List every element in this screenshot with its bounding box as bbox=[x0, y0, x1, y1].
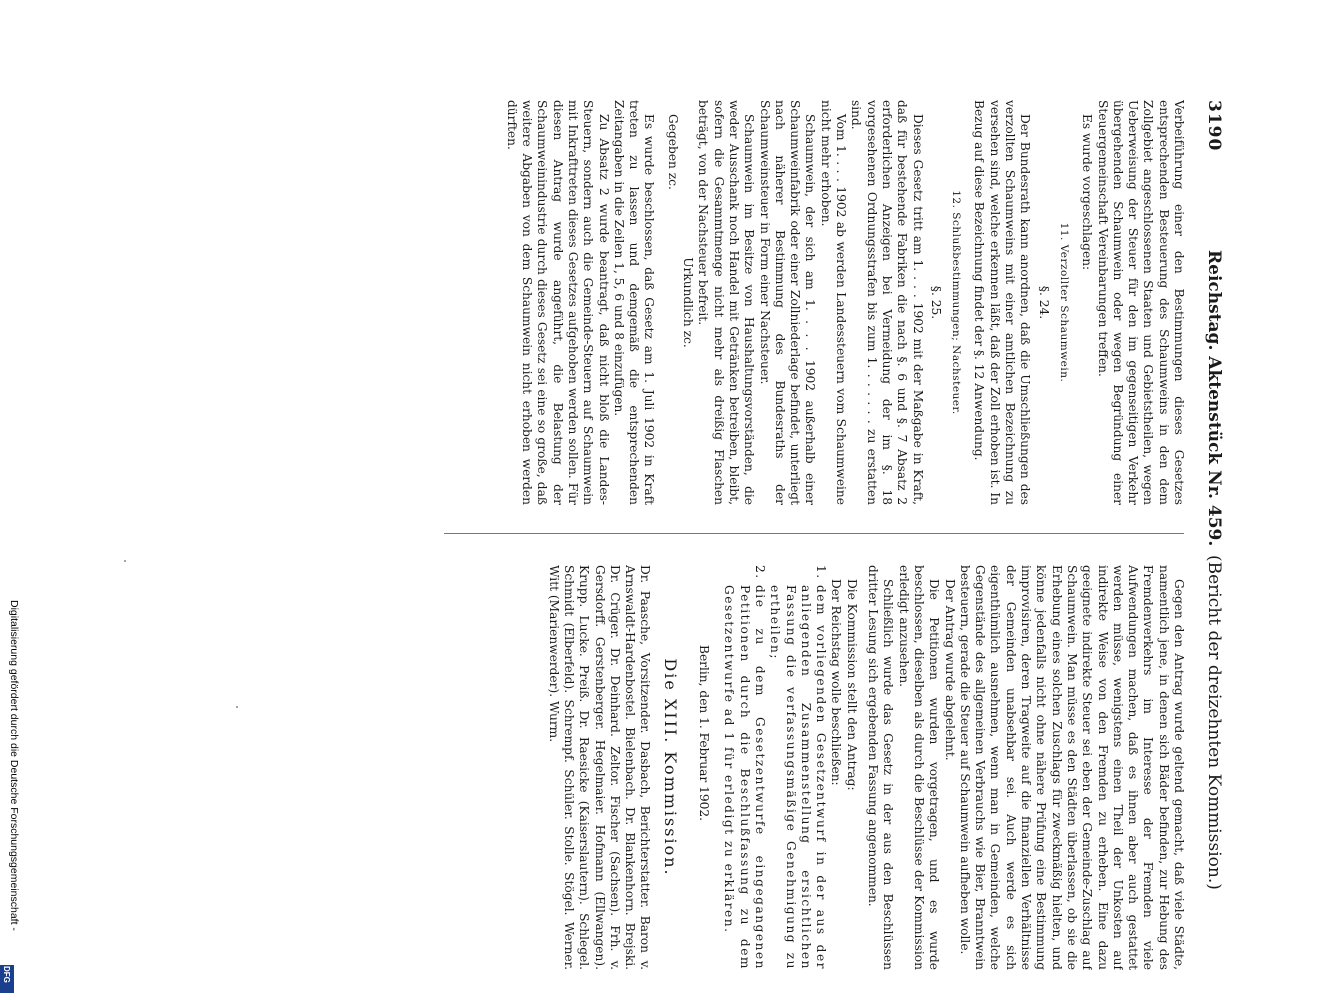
paragraph: Zu Absatz 2 wurde beantragt, daß nicht bloß die Landes-Steuern, sondern auch die Gemeinde-Steuern auf Schaumwein mit Inkrafttreten dieses Gesetzes aufgehoben werden sollen. Für diesen Antrag wurde angeführt, die Belastung der Schaumweinindustrie durch dieses Gesetz sei eine so große, daß weitere Abgaben von dem Schaumwein nicht erhoben werden dürften. bbox=[504, 100, 611, 505]
right-column bbox=[396, 565, 1186, 970]
paragraph: Vom 1. . . . 1902 ab werden Landessteuern vom Schaumweine nicht mehr erhoben. bbox=[818, 100, 849, 505]
paragraph: Schließlich wurde das Gesetz in der aus den Beschlüssen dritter Lesung sich ergebenden Fassung angenommen. bbox=[866, 565, 896, 970]
paragraph: Verbeiführung einer den Bestimmungen dieses Gesetzes entsprechenden Besteuerung des Schaumweins in den dem Zollgebiet angeschlossenen Staaten und Gebietstheilen, wegen Ueberweisung der Steuer für den im gegenseitigen Verkehr übergehenden Schaumwein oder wegen Begründung einer Steuergemeinschaft Vereinbarungen treffen. bbox=[1095, 100, 1186, 505]
paragraph-number: §. 24. bbox=[1036, 285, 1051, 320]
paragraph: Gegen den Antrag wurde geltend gemacht, daß viele Städte, namentlich jene, in denen sich Bäder befinden, zur Hebung des Fremdenverkehrs im Interesse der Fremden viele Aufwendungen machen, daß es ihnen aber auch gestattet werden müsse, wenigstens einen Theil der Unkosten auf indirekte Weise von den Fremden zu erheben. Eine dazu geeignete indirekte Steuer sei eben der Gemeinde-Zuschlag auf Schaumwein. Man müsse es den Städten überlassen, ob sie die Erhebung eines solchen Zuschlags für zweckmäßig hielten, und könne jedenfalls nicht ohne nähere Prüfung eine Bestimmung improvisiren, deren Tragweite auf die finanziellen Verhältnisse der Gemeinden unabsehbar sei. Auch werde es sich eigenthümlich ausnehmen, wenn man in Gemeinden, welche Gegenstände des allgemeinen Verbrauchs wie Bier, Branntwein besteuern, gerade die Steuer auf Schaumwein aufheben wolle. bbox=[957, 565, 1186, 970]
header-title: Reichstag. Aktenstück Nr. 459. bbox=[1204, 250, 1224, 547]
paragraph: Der Reichstag wolle beschließen: bbox=[829, 579, 844, 786]
closing-formula: Urkundlich zc. bbox=[681, 257, 696, 348]
paragraph: Die Petitionen wurden vorgetragen, und es wurde beschlossen, dieselben als durch die Beschlüsse der Kommission erledigt anzusehen. bbox=[896, 565, 942, 970]
page-header bbox=[1196, 100, 1226, 970]
paragraph: Schaumwein, der sich am 1. . . . 1902 außerhalb einer Schaumweinfabrik oder einer Zollniederlage befindet, unterliegt nach näherer Bestimmung des Bundesraths der Schaumweinsteuer in Form einer Nachsteuer. bbox=[757, 100, 818, 505]
list-item: 2. die zu dem Gesetzentwurfe eingegangenen Petitionen durch die Beschlußfassung zu dem Gesetzentwurfe ad 1 für erledigt zu erklären. bbox=[721, 585, 767, 970]
motion-list bbox=[721, 565, 828, 970]
digitization-credit: Digitalisierung gefördert durch die Deutsche Forschungsgemeinschaft - bbox=[8, 600, 20, 931]
commission-title: Die XIII. Kommission. bbox=[660, 658, 680, 877]
paragraph: Dieses Gesetz tritt am 1. . . . 1902 mit der Maßgabe in Kraft, daß für bestehende Fabriken die nach §. 6 und §. 7 Absatz 2 erforderlichen Anzeigen bei Vermeidung der im §. 18 vorgesehenen Ordnungsstrafen bis zum 1. . . . . . . zu erstatten sind. bbox=[849, 100, 925, 505]
paragraph: Der Antrag wurde abgelehnt. bbox=[942, 579, 957, 761]
scan-speck bbox=[236, 706, 238, 708]
dfg-logo-icon: DFG bbox=[0, 965, 14, 993]
left-column bbox=[396, 100, 1186, 505]
list-item: 1. dem vorliegenden Gesetzentwurf in der aus der anliegenden Zusammenstellung ersichtlichen Fassung die verfassungsmäßige Genehmigung zu ertheilen; bbox=[767, 585, 828, 970]
column-divider bbox=[444, 533, 1184, 534]
paragraph: Schaumwein im Besitze von Haushaltungsvorständen, die weder Ausschank noch Handel mit Getränken betreiben, bleibt, sofern die Gesammtmenge nicht mehr als dreißig Flaschen beträgt, von der Nachsteuer befreit. bbox=[696, 100, 757, 505]
section-heading: 11. Verzollter Schaumwein. bbox=[1057, 222, 1070, 383]
paragraph: Der Bundesrath kann anordnen, daß die Umschließungen des verzollten Schaumweins mit einer amtlichen Bezeichnung zu versehen sind, welche erkennen läßt, daß der Zoll erhoben ist. In Bezug auf diese Bezeichnung findet der §. 12 Anwendung. bbox=[972, 100, 1033, 505]
paragraph: Es wurde beschlossen, daß Gesetz am 1. Juli 1902 in Kraft treten zu lassen und demgemäß die entsprechenden Zeitangaben in die Zeilen 1, 5, 6 und 8 einzufügen. bbox=[611, 100, 657, 505]
page-number: 3190 bbox=[1204, 100, 1224, 152]
scan-speck bbox=[124, 560, 126, 562]
paragraph-number: §. 25. bbox=[928, 285, 943, 320]
closing-formula: Gegeben zc. bbox=[665, 114, 680, 190]
paragraph: Es wurde vorgeschlagen: bbox=[1080, 114, 1095, 271]
header-subtitle: (Bericht der dreizehnten Kommission.) bbox=[1204, 555, 1224, 890]
section-heading: 12. Schlußbestimmungen; Nachsteuer. bbox=[950, 190, 963, 415]
date-line: Berlin, den 1. Februar 1902. bbox=[697, 645, 712, 821]
member-list: Dr. Paasche, Vorsitzender. Dasbach, Berichterstatter. Baron v. Arnswaldt-Hardenbostel. Bielenbach. Dr. Blankenhorn. Brejski. Dr. Crüger. Dr. Deinhard. Zeltor. Fischer (Sachsen). Frh. v. Gersdorff. Gerstenberger. Hegelmaier. Hofmann (Ellwangen). Krupp. Lucke. Preiß. Dr. Raesicke (Kaiserslautern). Schlegel. Schmidt (Elberfeld). Schrempf. Schüler. Stolle. Stögel. Werner. Witt (Marienwerder). Wurm. bbox=[546, 565, 653, 970]
rotated-document-page bbox=[386, 100, 1226, 970]
paragraph: Die Kommission stellt den Antrag: bbox=[844, 579, 859, 791]
